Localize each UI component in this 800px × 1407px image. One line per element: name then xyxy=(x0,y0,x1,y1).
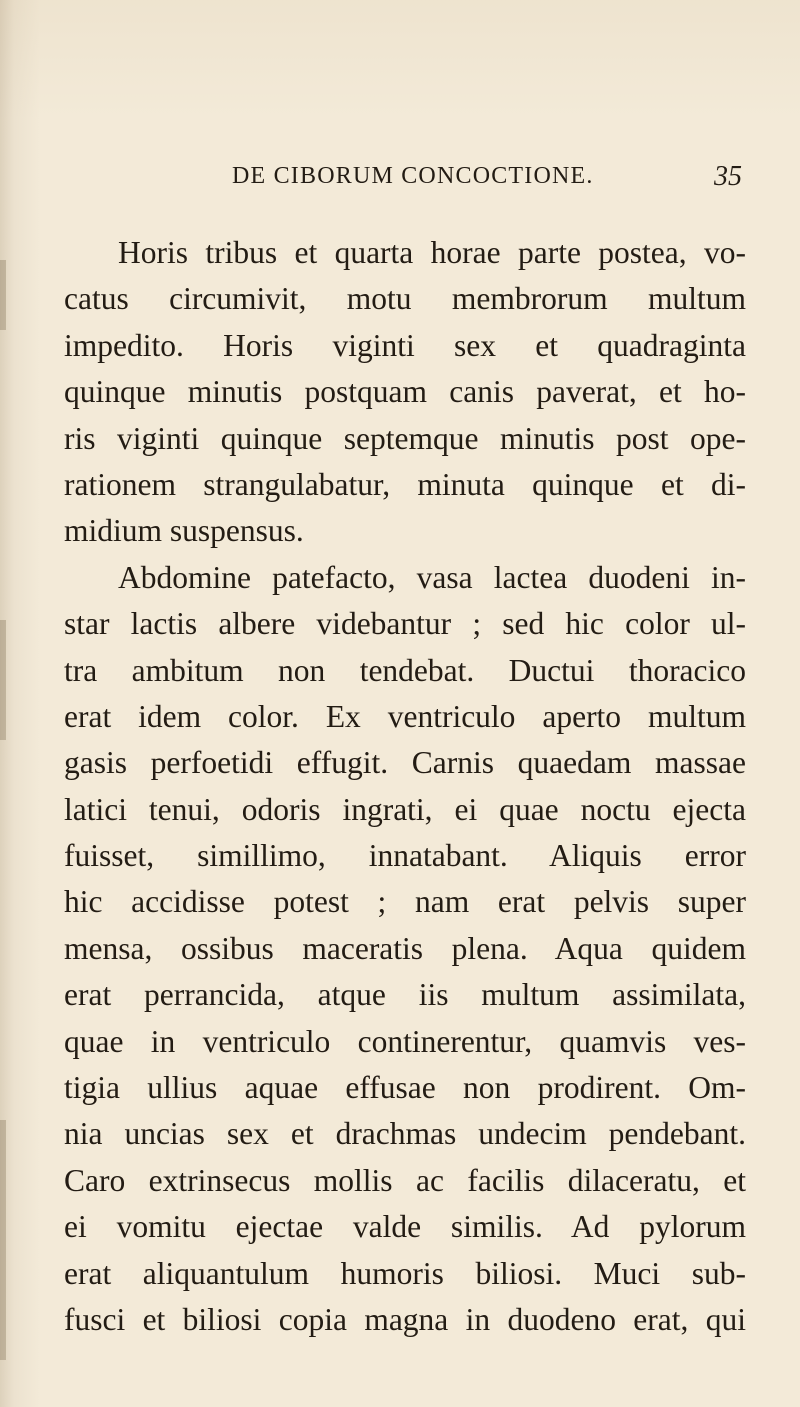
text-line: nia uncias sex et drachmas undecim pendebant. xyxy=(64,1116,746,1152)
text-line: ris viginti quinque septemque minutis post ope- xyxy=(64,420,746,456)
page-edge-shadow xyxy=(0,260,6,330)
text-line: Abdomine patefacto, vasa lactea duodeni in- xyxy=(118,559,746,595)
text-line: midium suspensus. xyxy=(64,513,304,549)
text-line: mensa, ossibus maceratis plena. Aqua quidem xyxy=(64,930,746,966)
page-edge-shadow xyxy=(0,1120,6,1360)
text-line: Horis tribus et quarta horae parte postea, vo- xyxy=(118,235,746,270)
text-line: tigia ullius aquae effusae non prodirent. Om- xyxy=(64,1070,746,1106)
text-line: Caro extrinsecus mollis ac facilis dilaceratu, et xyxy=(64,1162,746,1198)
text-line: catus circumivit, motu membrorum multum xyxy=(64,281,746,317)
text-line: rationem strangulabatur, minuta quinque et di- xyxy=(64,466,746,502)
text-line: erat perrancida, atque iis multum assimilata, xyxy=(64,977,746,1013)
text-line: ei vomitu ejectae valde similis. Ad pylorum xyxy=(64,1209,746,1245)
text-line: hic accidisse potest ; nam erat pelvis super xyxy=(64,884,746,920)
text-line: fuisset, simillimo, innatabant. Aliquis error xyxy=(64,838,746,874)
page-number: 35 xyxy=(714,161,742,192)
text-line: star lactis albere videbantur ; sed hic color ul- xyxy=(64,606,746,642)
text-line: erat idem color. Ex ventriculo aperto multum xyxy=(64,698,746,734)
running-title: DE CIBORUM CONCOCTIONE. xyxy=(232,163,594,189)
text-line: tra ambitum non tendebat. Ductui thoracico xyxy=(64,652,746,688)
text-line: erat aliquantulum humoris biliosi. Muci sub- xyxy=(64,1255,746,1291)
page-edge-shadow xyxy=(0,620,6,740)
page-header xyxy=(232,163,742,199)
text-line: latici tenui, odoris ingrati, ei quae noctu ejecta xyxy=(64,791,746,827)
text-line: fusci et biliosi copia magna in duodeno erat, qui xyxy=(64,1301,746,1337)
text-line: quinque minutis postquam canis paverat, et ho- xyxy=(64,374,746,410)
text-line: gasis perfoetidi effugit. Carnis quaedam massae xyxy=(64,745,746,781)
body-text xyxy=(64,230,746,1343)
text-line: quae in ventriculo continerentur, quamvis ves- xyxy=(64,1023,746,1059)
text-line: impedito. Horis viginti sex et quadraginta xyxy=(64,327,746,363)
